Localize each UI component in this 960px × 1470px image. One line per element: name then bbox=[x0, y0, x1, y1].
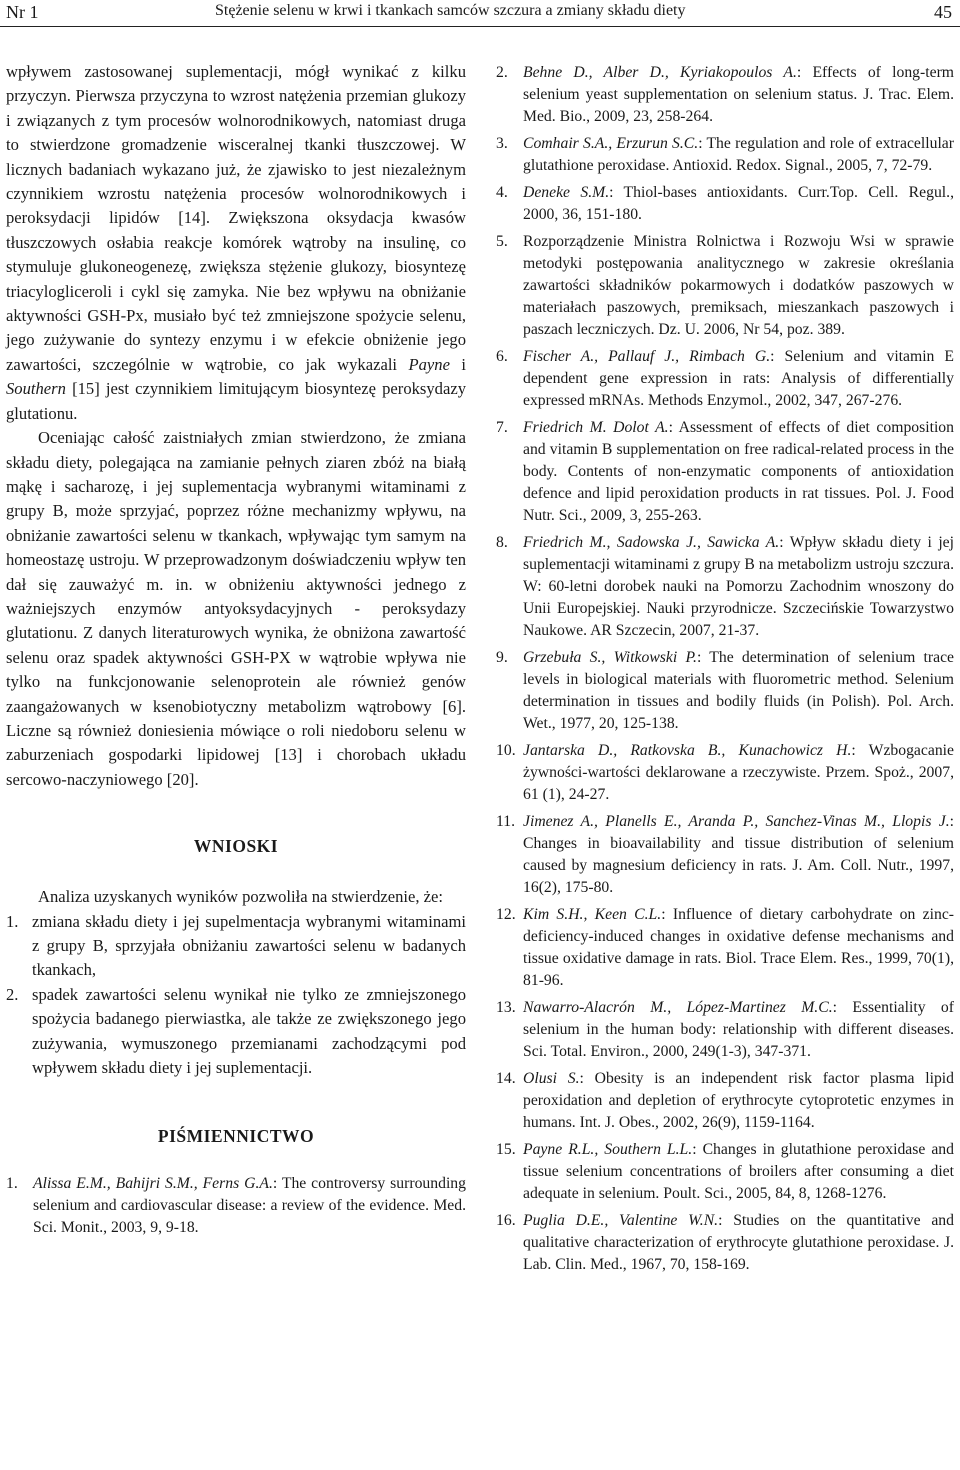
left-column bbox=[6, 60, 466, 1244]
reference-authors: Payne R.L., Southern L.L. bbox=[523, 1141, 693, 1158]
reference-authors: Friedrich M., Sadowska J., Sawicka A. bbox=[523, 534, 780, 551]
reference-number: 16. bbox=[496, 1212, 516, 1229]
conclusions-intro: Analiza uzyskanych wyników pozwoliła na stwierdzenie, że: bbox=[38, 887, 444, 907]
reference-item bbox=[496, 740, 954, 806]
reference-item bbox=[496, 417, 954, 527]
conclusion-text: zmiana składu diety i jej supelmentacja wybranymi witaminami z grupy B, sprzyjała obniżaniu zawartości selenu w badanych tkankach, bbox=[32, 911, 466, 980]
reference-item bbox=[496, 62, 954, 128]
author-southern: Southern bbox=[6, 379, 66, 399]
reference-text: : Obesity is an independent risk factor plasma lipid peroxidation and depletion of erythrocyte cytoprotetic enzymes in humans. Int. J. Obes., 2002, 26(9), 1159-1164. bbox=[523, 1070, 955, 1131]
reference-authors: Jantarska D., Ratkovska B., Kunachowicz H. bbox=[523, 742, 852, 759]
conclusion-item bbox=[6, 983, 466, 1081]
reference-text: : The regulation and role of extracellular glutathione peroxidase. Antioxid. Redox. Signal., 2005, 7, 72-79. bbox=[523, 135, 954, 174]
reference-number: 14. bbox=[496, 1070, 516, 1087]
reference-number: 10. bbox=[496, 742, 516, 759]
conclusion-number: 1. bbox=[6, 911, 19, 931]
reference-text: : Influence of dietary carbohydrate on zinc-deficiency-induced changes in oxidative defense mechanisms and tissue oxidative damage in rats. Biol. Trace Elem. Res., 1999, 70(1), 81-96. bbox=[523, 906, 955, 989]
reference-item bbox=[496, 647, 954, 735]
references-heading: PIŚMIENNICTWO bbox=[157, 1126, 315, 1147]
reference-item bbox=[496, 1210, 954, 1276]
conclusion-item bbox=[6, 910, 466, 983]
conclusion-text: spadek zawartości selenu wynikał nie tylko ze zmniejszonego spożycia badanego pierwiastka, ale także ze zwiększonego jego zużywania, wymuszonego przemianami zachodzącymi pod wpływem składu diety i jej suplementacji. bbox=[32, 984, 466, 1078]
reference-item bbox=[496, 997, 954, 1063]
reference-item bbox=[496, 133, 954, 177]
reference-number: 5. bbox=[496, 233, 508, 250]
reference-number: 1. bbox=[6, 1175, 18, 1193]
references-list-left bbox=[6, 1173, 466, 1239]
reference-number: 12. bbox=[496, 906, 516, 923]
reference-authors: Kim S.H., Keen C.L. bbox=[523, 906, 662, 923]
reference-number: 3. bbox=[496, 135, 508, 152]
conclusion-number: 2. bbox=[6, 984, 19, 1004]
reference-text: : Essentiality of selenium in the human body: relationship with different diseases. Sci. Total. Environ., 2000, 249(1-3), 347-371. bbox=[523, 999, 954, 1060]
reference-authors: Alissa E.M., Bahijri S.M., Ferns G.A. bbox=[33, 1175, 273, 1193]
reference-authors: Jimenez A., Planells E., Aranda P., Sanchez-Vinas M., Llopis J. bbox=[523, 813, 950, 830]
references-list-right bbox=[496, 62, 954, 1276]
issue-number: Nr 1 bbox=[6, 2, 39, 22]
reference-item bbox=[496, 811, 954, 899]
reference-authors: Deneke S.M. bbox=[523, 184, 610, 201]
reference-item bbox=[496, 532, 954, 642]
reference-item bbox=[6, 1173, 466, 1239]
discussion-paragraph-2: Oceniając całość zaistniałych zmian stwierdzono, że zmiana składu diety, polegająca na zamianie pełnych ziaren zbóż na białą mąkę i sacharozę, i jej suplementacja wybranymi witaminami z grupy B, może sprzyjać, poprzez różne mechanizmy wpływu, na obniżanie zawartości selenu w tkankach, wpływając tym samym na homeostazę ustroju. W przeprowadzonym doświadczeniu wpływ ten dał się zauważyć m. in. w obniżeniu aktywności jednego z ważniejszych enzymów antyoksydacyjnych - peroksydazy glutationu. Z danych literaturowych wynika, że obniżona zawartość selenu oraz spadek aktywności GSH-PX w wątrobie wpływa nie tylko na funkcjonowanie selenoprotein ale również genów zaangażowanych w ksenobiotyczny metabolizm wątrobowy [6]. Liczne są również doniesienia mówiące o roli niedoboru selenu w zaburzeniach gospodarki lipidowej [13] i chorobach układu sercowo-naczyniowego [20]. bbox=[6, 428, 466, 789]
reference-authors: Friedrich M. Dolot A. bbox=[523, 419, 669, 436]
reference-text: : Thiol-bases antioxidants. Curr.Top. Cell. Regul., 2000, 36, 151-180. bbox=[523, 184, 954, 223]
reference-text: : Assessment of effects of diet composition and vitamin B supplementation on free radical-related process in the body. Contents of non-enzymatic components of antioxidation defence and lipid peroxidation products in rat tissues. Pol. J. Food Nutr. Sci., 2009, 3, 255-263. bbox=[523, 419, 954, 524]
reference-item bbox=[496, 182, 954, 226]
reference-number: 15. bbox=[496, 1141, 516, 1158]
reference-item bbox=[496, 1139, 954, 1205]
reference-item bbox=[496, 231, 954, 341]
conclusions-heading: WNIOSKI bbox=[193, 836, 279, 857]
reference-text: : Selenium and vitamin E dependent gene expression in rats: Analysis of differentially expressed mRNAs. Methods Enzymol., 2002, 347, 267-276. bbox=[523, 348, 954, 409]
reference-authors: Fischer A., Pallauf J., Rimbach G. bbox=[523, 348, 771, 365]
reference-text: : The controversy surrounding selenium and cardiovascular disease: a review of the evidence. Med. Sci. Monit., 2003, 9, 9-18. bbox=[33, 1175, 466, 1237]
reference-authors: Nawarro-Alacrón M., López-Martinez M.C. bbox=[523, 999, 833, 1016]
reference-authors: Puglia D.E., Valentine W.N. bbox=[523, 1212, 719, 1229]
discussion-paragraph-1: wpływem zastosowanej suplementacji, mógł wynikać z kilku przyczyn. Pierwsza przyczyna to wzrost natężenia przemian glukozy i związanych z tym procesów wolnorodnikowych, natomiast druga to stwierdzone gromadzenie wisceralnej tkanki tłuszczowej. W licznych badaniach wykazano już, że zjawisko to jest niezależnym czynnikiem wzrostu natężenia procesów wolnorodnikowych i peroksydacji lipidów [14]. Zwiększona oksydacja kwasów tłuszczowych osłabia reakcje komórek wątroby na insulinę, co stymuluje glukoneogenezę, zwiększa stężenie glukozy, biosyntezę triacylogliceroli i cykl się zamyka. Nie bez wpływu na obniżanie aktywności GSH-Px, musiało być też zmniejszone spożycie selenu, jego zużywanie do syntezy enzymu i w efekcie obniżenie jego zawartości, szczególnie w wątrobie, co jak wykazali Payne i Southern [15] jest czynnikiem limitującym biosyntezę peroksydazy glutationu. bbox=[6, 62, 466, 423]
page-number: 45 bbox=[934, 2, 952, 22]
reference-authors: Behne D., Alber D., Kyriakopoulos A. bbox=[523, 64, 797, 81]
reference-text: : The determination of selenium trace levels in biological materials with fluorometric method. Selenium determination in tissues and bodily fluids (in Polish). Pol. Arch. Wet., 1977, 20, 125-138. bbox=[523, 649, 954, 732]
conclusions-list bbox=[6, 910, 466, 1081]
author-payne: Payne bbox=[408, 354, 450, 374]
reference-text: : Wpływ składu diety i jej suplementacji witaminami z grupy B na metabolizm ustroju szczura. W: 60-letni dorobek nauki na Pomorzu Zachodnim wnoszony do Unii Europejskiej. Nauki przyrodnicze. Szczecińskie Towarzystwo Naukowe. AR Szczecin, 2007, 21-37. bbox=[523, 534, 954, 639]
running-title: Stężenie selenu w krwi i tkankach samców szczura a zmiany składu diety bbox=[215, 2, 686, 19]
reference-number: 7. bbox=[496, 419, 508, 436]
reference-number: 11. bbox=[496, 813, 516, 830]
reference-number: 13. bbox=[496, 999, 516, 1016]
reference-number: 9. bbox=[496, 649, 508, 666]
reference-number: 8. bbox=[496, 534, 508, 551]
reference-text: : Studies on the quantitative and qualitative characterization of erythrocyte glutathione peroxidase. J. Lab. Clin. Med., 1967, 70, 158-169. bbox=[523, 1212, 954, 1273]
reference-item bbox=[496, 904, 954, 992]
reference-authors: Comhair S.A., Erzurun S.C. bbox=[523, 135, 699, 152]
page-header bbox=[0, 0, 960, 27]
reference-number: 2. bbox=[496, 64, 508, 81]
reference-text: : Wzbogacanie żywności-wartości deklarowane a rzeczywiste. Przem. Spoż., 2007, 61 (1), 24-27. bbox=[523, 742, 954, 803]
reference-text: Rozporządzenie Ministra Rolnictwa i Rozwoju Wsi w sprawie metodyki postępowania analitycznego w zakresie określania zawartości składników pokarmowych i dodatków paszowych w materiałach paszowych, premiksach, mieszankach paszowych i paszach leczniczych. Dz. U. 2006, Nr 54, poz. 389. bbox=[523, 233, 954, 338]
reference-number: 4. bbox=[496, 184, 508, 201]
right-column bbox=[496, 62, 954, 1281]
reference-item bbox=[496, 1068, 954, 1134]
reference-item bbox=[496, 346, 954, 412]
reference-number: 6. bbox=[496, 348, 508, 365]
reference-authors: Grzebuła S., Witkowski P. bbox=[523, 649, 697, 666]
reference-text: : Changes in bioavailability and tissue distribution of selenium caused by magnesium deficiency in rats. J. Am. Coll. Nutr., 1997, 16(2), 175-80. bbox=[523, 813, 954, 896]
reference-text: : Changes in glutathione peroxidase and tissue selenium concentrations of broilers after consuming a diet adequate in selenium. Poult. Sci., 2005, 84, 8, 1268-1276. bbox=[523, 1141, 954, 1202]
reference-text: : Effects of long-term selenium yeast supplementation on selenium status. J. Trac. Elem. Med. Bio., 2009, 23, 258-264. bbox=[523, 64, 954, 125]
reference-authors: Olusi S. bbox=[523, 1070, 580, 1087]
